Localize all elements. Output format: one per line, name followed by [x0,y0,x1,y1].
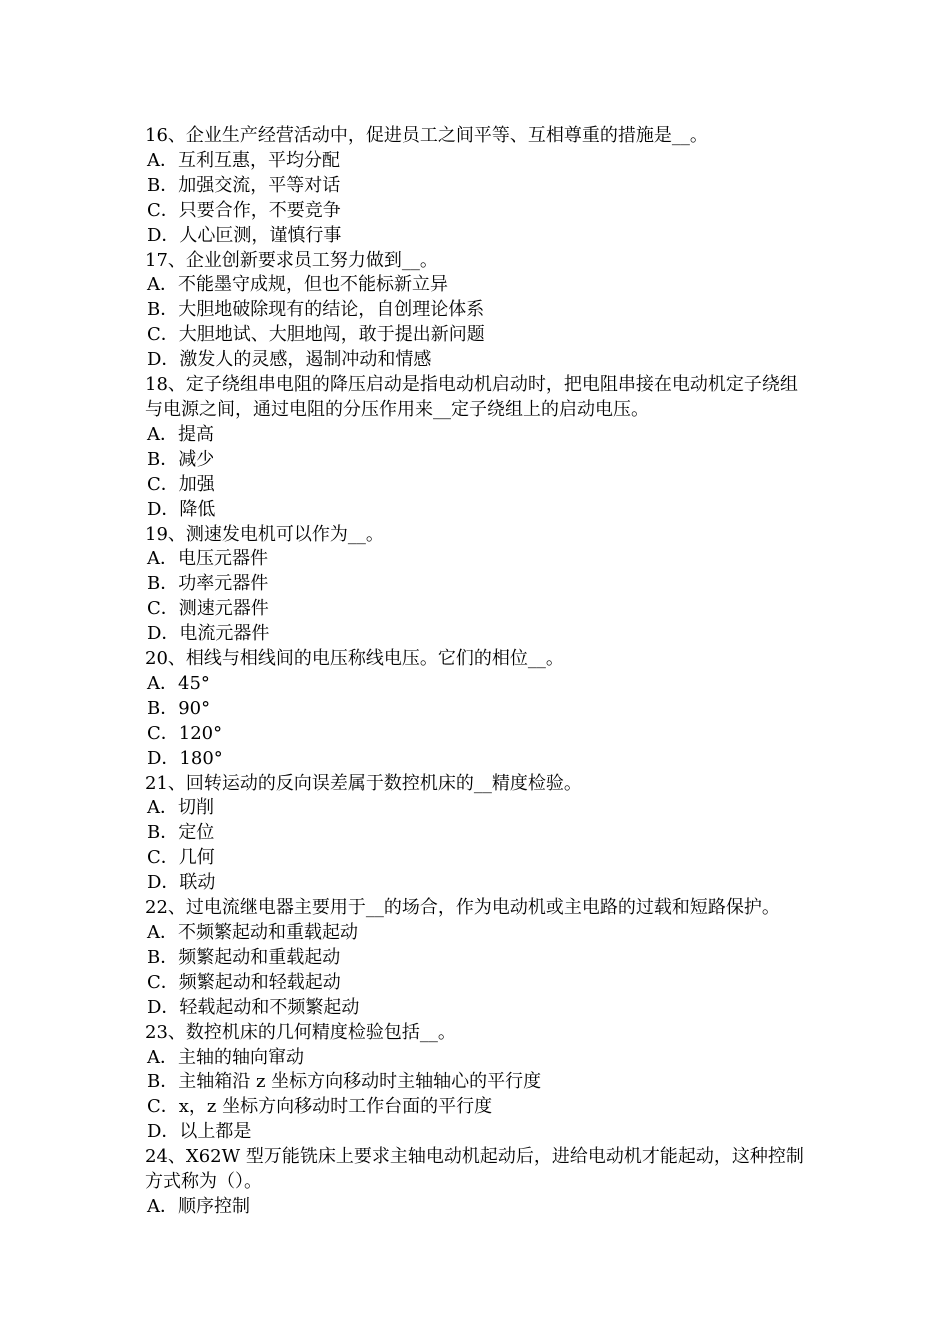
question-list [145,124,815,1220]
option-a: A．切削 [147,797,214,819]
question-18 [145,373,815,522]
option-b: B．主轴箱沿 z 坐标方向移动时主轴轴心的平行度 [147,1071,542,1093]
question-stem: 24、X62W 型万能铣床上要求主轴电动机起动后，进给电动机才能起动，这种控制方式称为（）。 [145,1146,804,1193]
option-c: C．加强 [147,473,215,495]
option-d: D．降低 [147,498,216,520]
option-a: A．不能墨守成规，但也不能标新立异 [147,274,448,296]
question-19 [145,523,815,648]
question-21 [145,772,815,897]
question-stem: 23、数控机床的几何精度检验包括__。 [145,1021,456,1043]
option-a: A．45° [147,672,210,694]
option-b: B．加强交流，平等对话 [147,174,341,196]
question-23 [145,1021,815,1146]
option-a: A．主轴的轴向窜动 [147,1046,304,1068]
option-c: C．大胆地试、大胆地闯，敢于提出新问题 [147,324,485,346]
option-b: B．大胆地破除现有的结论，自创理论体系 [147,299,485,321]
option-c: C．只要合作，不要竞争 [147,199,341,221]
question-stem: 20、相线与相线间的电压称线电压。它们的相位__。 [145,648,564,670]
option-a: A．顺序控制 [147,1195,250,1217]
question-20 [145,647,815,772]
question-stem: 22、过电流继电器主要用于__的场合，作为电动机或主电路的过载和短路保护。 [145,897,780,919]
option-a: A．不频繁起动和重载起动 [147,922,358,943]
question-22 [145,896,815,1021]
option-c: C．几何 [147,847,215,869]
question-16 [145,124,815,249]
option-d: D．轻载起动和不频繁起动 [147,996,360,1018]
option-d: D．以上都是 [147,1121,252,1143]
question-stem: 21、回转运动的反向误差属于数控机床的__精度检验。 [145,772,582,794]
option-d: D．电流元器件 [147,623,270,645]
option-c: C．频繁起动和轻载起动 [147,971,341,993]
question-stem: 16、企业生产经营活动中，促进员工之间平等、互相尊重的措施是__。 [145,125,708,146]
question-stem: 19、测速发电机可以作为__。 [145,523,384,545]
option-c: C．120° [147,722,223,744]
option-a: A．提高 [147,423,214,445]
option-b: B．90° [147,697,211,719]
question-stem: 17、企业创新要求员工努力做到__。 [145,249,438,271]
option-b: B．减少 [147,448,215,470]
option-b: B．定位 [147,822,215,844]
option-b: B．频繁起动和重载起动 [147,946,341,968]
option-b: B．功率元器件 [147,573,269,595]
question-24 [145,1145,815,1220]
option-d: D．联动 [147,872,216,894]
option-c: C．测速元器件 [147,598,269,620]
option-a: A．电压元器件 [147,548,268,570]
option-d: D．激发人的灵感，遏制冲动和情感 [147,349,432,371]
question-stem: 18、定子绕组串电阻的降压启动是指电动机启动时，把电阻串接在电动机定子绕组与电源之间，通过电阻的分压作用来__定子绕组上的启动电压。 [145,374,798,420]
option-c: C．x，z 坐标方向移动时工作台面的平行度 [147,1096,493,1118]
option-d: D．180° [147,747,223,769]
option-a: A．互利互惠，平均分配 [147,149,340,171]
option-d: D．人心叵测，谨慎行事 [147,224,342,246]
question-17 [145,249,815,374]
